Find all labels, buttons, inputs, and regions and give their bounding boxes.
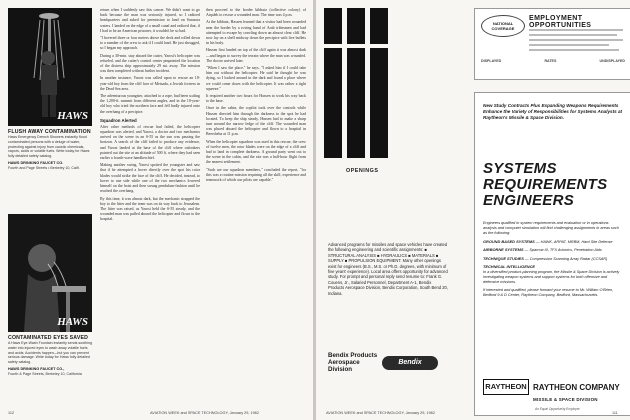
article-paragraph: return when I suddenly saw this cancer. We didn't want to go back because the man was seriously injured, so I radioed headquarters and asked for permission to land on Sarasota waters. I landed on the edge of a small canal and radioed that, if I had to be an American prisoner, it wouldn't be so bad. xyxy=(100,8,200,33)
rate-text-line xyxy=(529,29,623,31)
area-title: TECHNICAL INTELLIGENCE xyxy=(483,264,536,269)
article-paragraph: then proceed to the border kibbutz (collective colony) of Atqaleh to rescue a wounded man. The time was 4 p.m. xyxy=(206,8,306,18)
ad-company: HAWS DRINKING FAUCET CO., xyxy=(8,366,65,371)
ad-company: HAWS DRINKING FAUCET CO. xyxy=(8,160,64,165)
employment-opportunities-title: EMPLOYMENT OPPORTUNITIES xyxy=(529,15,592,29)
bendix-bars-graphic xyxy=(324,8,388,186)
ad-headline: FLUSH AWAY CONTAMINATION xyxy=(8,129,91,135)
bendix-logo: Bendix xyxy=(382,356,438,370)
rate-text-line xyxy=(529,34,617,36)
left-page xyxy=(0,0,313,420)
area-text: In a diversified product-planning program, the Missile & Space Division is actively investigating weapon systems and support systems for both offensive and defensive missions. xyxy=(483,270,620,284)
page-number: 112 xyxy=(8,411,15,415)
haws-logo: HAWS xyxy=(57,110,88,122)
article-column-2 xyxy=(100,8,200,225)
national-coverage-box xyxy=(474,8,630,80)
eyewash-illustration xyxy=(8,214,92,332)
article-paragraph: During a 30-min. stay aboard the cutter, Yarosi's helicopter was refueled, and the cutter's control center pinpointed the location of the distress ship approximately 29 mi. away. The mission was then completed without further incident. xyxy=(100,53,200,74)
rates-header-row xyxy=(481,59,625,63)
raytheon-intro: New Study Contracts Plus Expanding Weapons Requirements Enhance the Variety of Responsibilities for Systems Analysts at Raytheon's Missile & Space Division. xyxy=(483,103,623,120)
article-paragraph: The adventurous youngster, attached to a rope, had been scaling the 1,200-ft. summit from different angles, and in the 10-year-old boy who tried the northern face and fell badly injured onto the overhang of a precipice. xyxy=(100,94,200,114)
rate-text-line xyxy=(529,44,609,46)
ad-body: Haws Emergency Drench Showers instantly flood contaminated persons with a deluge of water, protecting against injury from caustic chemicals, vapors, acids or volatile fuels. Write today for Haws fully detailed safety catalog. xyxy=(8,135,90,159)
raytheon-area xyxy=(483,247,623,253)
raytheon-area xyxy=(483,256,623,262)
article-paragraph: "Such are our squadron members," concluded the report, "for this was a routine mission requiring all the skill, experience and teamwork of which our pilots are capable." xyxy=(206,167,306,183)
article-paragraph: Hassen first landed on top of the cliff again it was almost dark—and began to survey the terrain where the man was wounded. The doctor arrived later. xyxy=(206,48,306,63)
rates-label: RATES xyxy=(544,59,557,63)
article-paragraph: At the kibbutz, Hassen learned that a visitor had been wounded near the border by a roving band of Arab tribesmen and had attempted to escape by crawling down an almost clear cliff. He now lay on a shelf midway down the precipice with five bullets in his body. xyxy=(206,20,306,46)
article-paragraph: "I hovered three or four meters above the deck and rolled down to a number of the crew to ask if I could land. He just shrugged, so I began my approach. xyxy=(100,36,200,51)
magazine-footer: AVIATION WEEK and SPACE TECHNOLOGY, January 29, 1962 xyxy=(326,411,435,415)
article-paragraph: Once in the cabin, the copilot took over the controls while Hassen directed him through the darkness to the spot he had located. To keep the ship steady, Hassen had to make a sharp turn around the narrow ledge of the cliff. The wounded man was placed aboard the helicopter and flown to a hospital in Beersheba at 11 p.m. xyxy=(206,106,306,137)
article-paragraph: By this time, it was almost dark, but the mechanic strapped the boy to the litter and the team was on its way back to Jerusalem. The litter was raised, as Yarosi held the S-55 steady, and the wounded man was pulled aboard the helicopter and flown to the hospital. xyxy=(100,196,200,222)
bendix-signature xyxy=(328,352,446,382)
raytheon-area xyxy=(483,239,623,245)
magazine-footer: AVIATION WEEK and SPACE TECHNOLOGY, January 29, 1962 xyxy=(150,411,259,415)
drench-shower-illustration xyxy=(8,8,92,126)
eyewash-photo xyxy=(8,214,92,332)
area-text: — Sparrow III, TFX Avionics, Penetration Aids xyxy=(524,248,602,252)
raytheon-contact: If interested and qualified, please forward your resume to Mr. William O'Brien, Bedford 9 & D Center, Raytheon Company, Bedford, Massachusetts. xyxy=(483,287,614,297)
raytheon-headline xyxy=(483,161,607,209)
article-paragraph: It required another two hours for Hassen to work his way back to the base. xyxy=(206,94,306,104)
article-paragraph: In another instance, Yarosi was called upon to rescue an 18-year-old boy from the cliff face of Metsada, a Jewish fortress in the Dead Sea area. xyxy=(100,76,200,91)
headline-line: SYSTEMS xyxy=(483,160,557,177)
article-paragraph: When the helicopter squadron was used in this rescue, the crew of twelve men, the rotor blades were on the edge of a cliff and had to land in complete darkness. A ground party went out to the scene in the cabin, and the site was a half-hour flight from the nearest settlement. xyxy=(206,139,306,165)
national-coverage-badge: NATIONAL COVERAGE xyxy=(481,15,525,37)
article-paragraph: Making another swing, Yarosi spotted the youngster and saw that if he attempted a hover directly over the spot his rotor blades would strike the face of the cliff. He decided, instead, to hover to one side while one of the two mechanics lowered himself on the hoist and then swung pendulum-fashion until he reached the overhang. xyxy=(100,163,200,194)
area-text: — HAWK, ARPAT, MRBM, Hard Site Defense xyxy=(535,239,613,244)
article-paragraph: "When I saw the place," he says, "I asked him if I could take him out without the helicopter. He said he thought he was dying, so I looked around in the dark and found a place where we could come down with the helicopter. It was rather a tight squeeze." xyxy=(206,66,306,91)
rate-text-line xyxy=(529,39,623,41)
page-number: 111 xyxy=(612,411,618,415)
headline-line: ENGINEERS xyxy=(483,192,575,209)
raytheon-ad xyxy=(474,92,630,416)
raytheon-company: RAYTHEON COMPANY xyxy=(533,383,620,392)
article-paragraph: After other methods of rescue had failed, the helicopter squadron was alerted, and Yarosi, a doctor and two mechanics arrived on the scene in an S-55 as the sun was passing the horizon. A search of the cliff failed to produce any evidence, and Yarosi landed at the base of the cliff where onlookers pointed out the site at an altitude of 500 ft. where they had seen earlier a fourth-wave handkerchief. xyxy=(100,124,200,161)
ad-body: A Haws Eye-Wash Fountain instantly sends soothing water into injured eyes to wash away volatile fuels and acids. Accidents happen—but you can prevent serious damage. Write today for Haws fully detailed safety catalog. xyxy=(8,341,92,365)
bendix-division-name: Bendix Products Aerospace Division xyxy=(328,352,378,373)
raytheon-body xyxy=(483,221,623,300)
raytheon-division: MISSILE & SPACE DIVISION xyxy=(533,397,598,402)
haws-ad-eyes xyxy=(8,214,92,376)
displayed-label: DISPLAYED xyxy=(481,59,502,63)
right-page xyxy=(316,0,630,420)
article-subhead: Squadron Alerted xyxy=(100,117,137,123)
headline-line: REQUIREMENTS xyxy=(483,176,608,193)
ad-headline: CONTAMINATED EYES SAVED xyxy=(8,335,89,341)
ad-address: Fourth & Page Streets, Berkeley 10, California xyxy=(8,371,82,376)
area-title: GROUND BASED SYSTEMS xyxy=(483,238,535,244)
rate-text-line xyxy=(529,49,619,51)
raytheon-area xyxy=(483,264,623,285)
raytheon-logo: RAYTHEON xyxy=(483,379,529,395)
undisplayed-label: UNDISPLAYED xyxy=(599,59,625,63)
area-text: — Compression Scanning Array Radar (CCSAR) xyxy=(524,256,608,261)
raytheon-tagline: An Equal Opportunity Employer xyxy=(535,407,580,411)
haws-logo: HAWS xyxy=(57,316,88,328)
openings-label: OPENINGS xyxy=(346,168,379,174)
area-title: AIRBORNE SYSTEMS xyxy=(483,247,524,252)
ad-address: Fourth and Page Streets • Berkeley 10, Calif. xyxy=(8,165,80,170)
area-title: TECHNIQUE STUDIES xyxy=(483,255,524,261)
shower-photo xyxy=(8,8,92,126)
article-column-3 xyxy=(206,8,306,185)
haws-ad-flush xyxy=(8,8,92,170)
raytheon-lead: Engineers qualified in system requirements and evaluation or in operations analysis and computer simulation will find challenging assignments in areas such as the following: xyxy=(483,221,619,235)
bendix-ad-body: Advanced programs for missiles and space vehicles have created the following engineering and scientific assignments: ■ STRUCTURAL ANALYSIS ■ HYDRAULICS ■ MATERIALS ■ SUPPLY ■ PROPULSION EQUIPMENT. Many other openings exist for engineers (B.S., M.S. or Ph.D. degrees, with minimum of five years' experience). Local area offers opportunity for advanced study. For prompt and personal reply send resume to: Frank G. Couens, Jr., Salaried Personnel, Department A-1, Bendix Products Aerospace Division, Bendix Corporation, South Bend 20, Indiana. xyxy=(328,242,448,296)
